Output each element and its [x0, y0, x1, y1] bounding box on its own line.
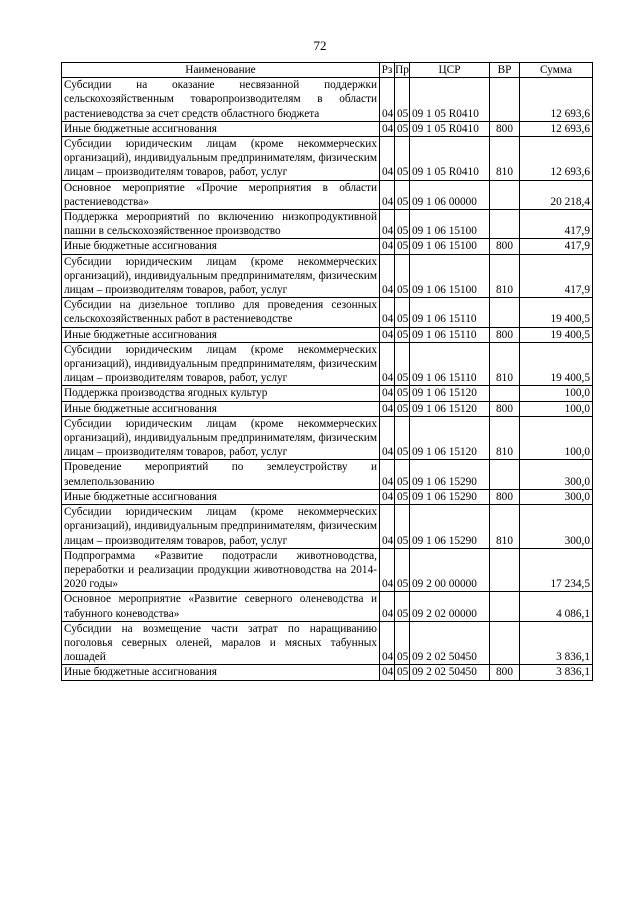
cell-pr: 05 [395, 489, 410, 504]
cell-rz: 04 [380, 592, 395, 621]
cell-pr: 05 [395, 327, 410, 342]
cell-vr [490, 548, 520, 592]
cell-vr: 810 [490, 505, 520, 549]
cell-sum: 12 693,6 [520, 78, 593, 122]
cell-pr: 05 [395, 401, 410, 416]
table-row [62, 665, 593, 680]
cell-vr [490, 592, 520, 621]
cell-name: Иные бюджетные ассигнования [62, 239, 380, 254]
cell-rz: 04 [380, 665, 395, 680]
cell-sum: 100,0 [520, 401, 593, 416]
table-row [62, 592, 593, 621]
column-header-rz: Рз [380, 63, 395, 78]
table-row [62, 78, 593, 122]
cell-vr: 800 [490, 665, 520, 680]
cell-name: Проведение мероприятий по землеустройству и землепользованию [62, 460, 380, 489]
cell-csr: 09 1 05 R0410 [410, 78, 490, 122]
cell-pr: 05 [395, 342, 410, 386]
table-row [62, 327, 593, 342]
cell-rz: 04 [380, 121, 395, 136]
table-row [62, 386, 593, 401]
cell-pr: 05 [395, 460, 410, 489]
cell-pr: 05 [395, 548, 410, 592]
cell-sum: 12 693,6 [520, 137, 593, 181]
cell-rz: 04 [380, 327, 395, 342]
cell-sum: 300,0 [520, 489, 593, 504]
cell-name: Основное мероприятие «Развитие северного оленеводства и табунного коневодства» [62, 592, 380, 621]
cell-rz: 04 [380, 342, 395, 386]
table-row [62, 401, 593, 416]
cell-vr: 810 [490, 137, 520, 181]
cell-sum: 3 836,1 [520, 665, 593, 680]
column-header-name: Наименование [62, 63, 380, 78]
table-row [62, 342, 593, 386]
cell-vr: 800 [490, 489, 520, 504]
cell-rz: 04 [380, 210, 395, 239]
cell-name: Иные бюджетные ассигнования [62, 489, 380, 504]
cell-vr: 800 [490, 327, 520, 342]
cell-sum: 19 400,5 [520, 327, 593, 342]
cell-sum: 300,0 [520, 505, 593, 549]
cell-rz: 04 [380, 180, 395, 209]
cell-sum: 12 693,6 [520, 121, 593, 136]
cell-rz: 04 [380, 137, 395, 181]
table-row [62, 121, 593, 136]
cell-sum: 19 400,5 [520, 298, 593, 327]
cell-vr: 800 [490, 121, 520, 136]
cell-csr: 09 1 06 15120 [410, 386, 490, 401]
cell-sum: 300,0 [520, 460, 593, 489]
table-row [62, 460, 593, 489]
cell-csr: 09 1 06 15110 [410, 298, 490, 327]
column-header-pr: Пр [395, 64, 409, 76]
cell-rz: 04 [380, 460, 395, 489]
cell-vr [490, 621, 520, 665]
cell-rz: 04 [380, 548, 395, 592]
budget-table [61, 62, 593, 681]
cell-vr [490, 386, 520, 401]
cell-csr: 09 1 06 15110 [410, 327, 490, 342]
cell-rz: 04 [380, 386, 395, 401]
cell-rz: 04 [380, 489, 395, 504]
cell-rz: 04 [380, 239, 395, 254]
cell-name: Иные бюджетные ассигнования [62, 665, 380, 680]
cell-vr: 800 [490, 239, 520, 254]
cell-name: Иные бюджетные ассигнования [62, 401, 380, 416]
cell-pr: 05 [395, 210, 410, 239]
cell-vr: 810 [490, 342, 520, 386]
cell-name: Субсидии юридическим лицам (кроме некоммерческих организаций), индивидуальным предпринимателям, физическим лицам – производителям товаров, работ, услуг [62, 254, 380, 298]
cell-csr: 09 1 06 15120 [410, 416, 490, 460]
cell-name: Субсидии юридическим лицам (кроме некоммерческих организаций), индивидуальным предпринимателям, физическим лицам – производителям товаров, работ, услуг [62, 137, 380, 181]
cell-csr: 09 2 02 00000 [410, 592, 490, 621]
cell-sum: 417,9 [520, 210, 593, 239]
table-row [62, 210, 593, 239]
cell-pr: 05 [395, 254, 410, 298]
cell-name: Поддержка мероприятий по включению низкопродуктивной пашни в сельскохозяйственное производство [62, 210, 380, 239]
cell-vr [490, 210, 520, 239]
table-row [62, 298, 593, 327]
cell-sum: 17 234,5 [520, 548, 593, 592]
cell-vr: 810 [490, 416, 520, 460]
cell-sum: 19 400,5 [520, 342, 593, 386]
cell-pr: 05 [395, 416, 410, 460]
table-row [62, 254, 593, 298]
cell-vr: 810 [490, 254, 520, 298]
cell-sum: 20 218,4 [520, 180, 593, 209]
cell-pr: 05 [395, 180, 410, 209]
cell-sum: 3 836,1 [520, 621, 593, 665]
cell-name: Иные бюджетные ассигнования [62, 121, 380, 136]
cell-vr [490, 180, 520, 209]
cell-pr: 05 [395, 505, 410, 549]
page-number: 72 [313, 38, 327, 53]
cell-pr: 05 [395, 386, 410, 401]
column-header-sum: Сумма [520, 63, 593, 78]
cell-sum: 100,0 [520, 416, 593, 460]
table-row [62, 137, 593, 181]
cell-sum: 4 086,1 [520, 592, 593, 621]
cell-csr: 09 1 06 15100 [410, 239, 490, 254]
cell-name: Поддержка производства ягодных культур [62, 386, 380, 401]
column-header-csr: ЦСР [410, 63, 490, 78]
cell-csr: 09 1 06 15120 [410, 401, 490, 416]
cell-sum: 417,9 [520, 239, 593, 254]
cell-rz: 04 [380, 298, 395, 327]
cell-pr: 05 [395, 621, 410, 665]
table-row [62, 180, 593, 209]
table-row [62, 621, 593, 665]
column-header-vr: ВР [490, 63, 520, 78]
cell-name: Субсидии на оказание несвязанной поддержки сельскохозяйственным товаропроизводителям в области растениеводства за счет средств областного бюджета [62, 78, 380, 122]
table-row [62, 548, 593, 592]
cell-pr: 05 [395, 592, 410, 621]
table-row [62, 505, 593, 549]
cell-csr: 09 1 06 15110 [410, 342, 490, 386]
cell-name: Подпрограмма «Развитие подотрасли животноводства, переработки и реализации продукции животноводства на 2014-2020 годы» [62, 548, 380, 592]
cell-name: Субсидии юридическим лицам (кроме некоммерческих организаций), индивидуальным предпринимателям, физическим лицам – производителям товаров, работ, услуг [62, 505, 380, 549]
cell-csr: 09 1 06 15100 [410, 254, 490, 298]
cell-csr: 09 1 06 15100 [410, 210, 490, 239]
cell-name: Субсидии юридическим лицам (кроме некоммерческих организаций), индивидуальным предпринимателям, физическим лицам – производителям товаров, работ, услуг [62, 342, 380, 386]
cell-rz: 04 [380, 621, 395, 665]
table-body [62, 78, 593, 680]
cell-sum: 100,0 [520, 386, 593, 401]
cell-name: Субсидии на возмещение части затрат по наращиванию поголовья северных оленей, маралов и мясных табунных лошадей [62, 621, 380, 665]
cell-pr: 05 [395, 137, 410, 181]
cell-vr [490, 298, 520, 327]
cell-pr: 05 [395, 665, 410, 680]
cell-csr: 09 2 02 50450 [410, 665, 490, 680]
cell-csr: 09 1 05 R0410 [410, 121, 490, 136]
table-row [62, 416, 593, 460]
table-header-row [62, 63, 593, 78]
cell-csr: 09 1 05 R0410 [410, 137, 490, 181]
cell-vr [490, 78, 520, 122]
cell-rz: 04 [380, 78, 395, 122]
cell-pr: 05 [395, 78, 410, 122]
cell-rz: 04 [380, 416, 395, 460]
cell-csr: 09 2 00 00000 [410, 548, 490, 592]
cell-name: Субсидии на дизельное топливо для проведения сезонных сельскохозяйственных работ в растениеводстве [62, 298, 380, 327]
cell-rz: 04 [380, 401, 395, 416]
cell-pr: 05 [395, 298, 410, 327]
cell-name: Субсидии юридическим лицам (кроме некоммерческих организаций), индивидуальным предпринимателям, физическим лицам – производителям товаров, работ, услуг [62, 416, 380, 460]
cell-rz: 04 [380, 505, 395, 549]
table-row [62, 239, 593, 254]
cell-csr: 09 1 06 00000 [410, 180, 490, 209]
cell-csr: 09 1 06 15290 [410, 505, 490, 549]
cell-vr [490, 460, 520, 489]
cell-pr: 05 [395, 239, 410, 254]
table-row [62, 489, 593, 504]
cell-name: Иные бюджетные ассигнования [62, 327, 380, 342]
cell-csr: 09 1 06 15290 [410, 460, 490, 489]
cell-csr: 09 2 02 50450 [410, 621, 490, 665]
cell-vr: 800 [490, 401, 520, 416]
cell-name: Основное мероприятие «Прочие мероприятия в области растениеводства» [62, 180, 380, 209]
cell-csr: 09 1 06 15290 [410, 489, 490, 504]
cell-pr: 05 [395, 121, 410, 136]
cell-sum: 417,9 [520, 254, 593, 298]
cell-rz: 04 [380, 254, 395, 298]
